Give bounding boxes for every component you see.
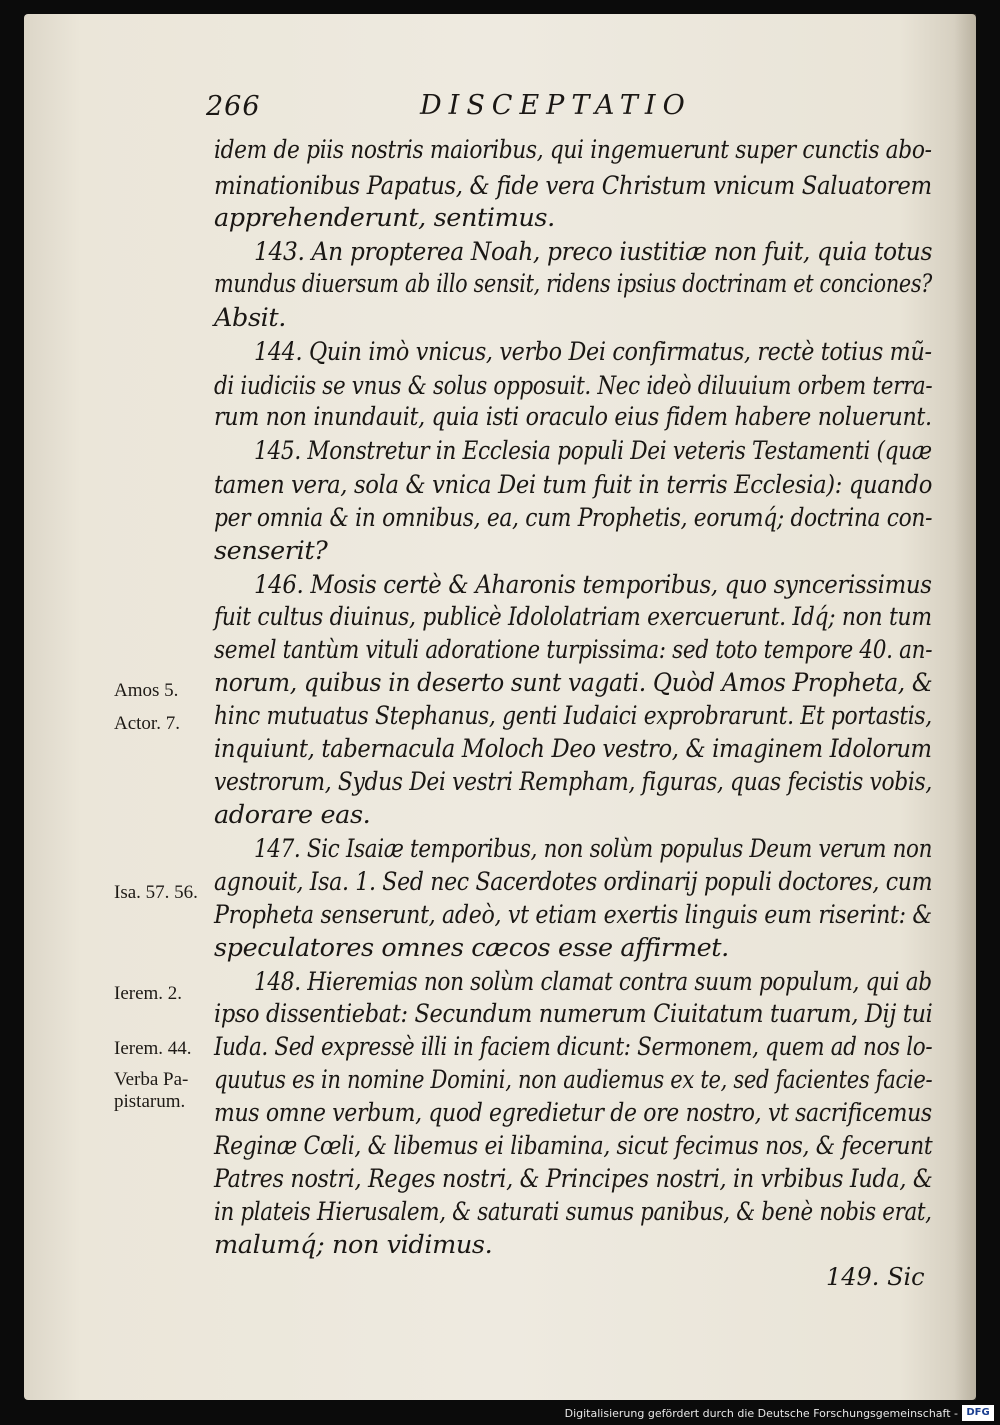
body-line: 146. Mosis certè & Aharonis temporibus, quo syncerissimus <box>254 570 932 600</box>
body-line: Absit. <box>214 303 286 333</box>
margin-note: Actor. 7. <box>114 713 180 734</box>
body-line: mus omne verbum, quod egredietur de ore nostro, vt sacrificemus <box>214 1098 932 1128</box>
body-line: norum, quibus in deserto sunt vagati. Quòd Amos Propheta, & <box>214 668 933 698</box>
body-line: per omnia & in omnibus, ea, cum Prophetis, eorumq́; doctrina con- <box>214 503 933 533</box>
body-line: 145. Monstretur in Ecclesia populi Dei veteris Testamenti (quæ <box>254 436 932 466</box>
digitization-credit: Digitalisierung gefördert durch die Deutsche Forschungsgemeinschaft - <box>564 1407 958 1420</box>
body-line: rum non inundauit, quia isti oraculo eius fidem habere noluerunt. <box>214 402 932 432</box>
body-line: tamen vera, sola & vnica Dei tum fuit in terris Ecclesia): quando <box>214 470 933 500</box>
body-line: di iudiciis se vnus & solus opposuit. Nec ideò diluuium orbem terra- <box>214 371 933 401</box>
body-line: hinc mutuatus Stephanus, genti Iudaici exprobrarunt. Et portastis, <box>214 701 932 731</box>
body-line: 143. An propterea Noah, preco iustitiæ non fuit, quia totus <box>254 237 933 267</box>
body-line: vestrorum, Sydus Dei vestri Rempham, figuras, quas fecistis vobis, <box>214 767 932 797</box>
body-line: semel tantùm vituli adoratione turpissima: sed toto tempore 40. an- <box>214 635 933 665</box>
margin-note: Ierem. 44. <box>114 1038 192 1059</box>
body-line: fuit cultus diuinus, publicè Idololatriam exercuerunt. Idq́; non tum <box>214 602 932 632</box>
body-line: apprehenderunt, sentimus. <box>214 203 555 233</box>
dfg-logo-icon: DFG <box>962 1405 994 1421</box>
body-line: malumq́; non vidimus. <box>214 1230 493 1260</box>
body-line: 147. Sic Isaiæ temporibus, non solùm populus Deum verum non <box>254 834 933 864</box>
body-line: in plateis Hierusalem, & saturati sumus panibus, & benè nobis erat, <box>214 1197 932 1227</box>
margin-note: Amos 5. <box>114 680 179 701</box>
margin-note: Verba Pa- <box>114 1069 189 1090</box>
body-line: minationibus Papatus, & fide vera Christum vnicum Saluatorem <box>214 171 932 201</box>
catchword: 149. Sic <box>826 1263 925 1291</box>
body-line: senserit? <box>214 536 328 566</box>
body-line: mundus diuersum ab illo sensit, ridens ipsius doctrinam et conciones? <box>214 269 932 299</box>
body-line: inquiunt, tabernacula Moloch Deo vestro, & imaginem Idolorum <box>214 734 932 764</box>
body-line: agnouit, Isa. 1. Sed nec Sacerdotes ordinarij populi doctores, cum <box>214 867 933 897</box>
body-line: Iuda. Sed expressè illi in faciem dicunt: Sermonem, quem ad nos lo- <box>214 1032 933 1062</box>
body-line: Patres nostri, Reges nostri, & Principes nostri, in vrbibus Iuda, & <box>214 1164 933 1194</box>
body-line: Reginæ Cœli, & libemus ei libamina, sicut fecimus nos, & fecerunt <box>214 1131 933 1161</box>
body-line: speculatores omnes cæcos esse affirmet. <box>214 933 729 963</box>
body-line: Propheta senserunt, adeò, vt etiam exertis linguis eum riserint: & <box>214 900 932 930</box>
body-line: 144. Quin imò vnicus, verbo Dei confirmatus, rectè totius mũ- <box>254 337 932 367</box>
margin-note: Isa. 57. 56. <box>114 882 198 903</box>
body-line: idem de piis nostris maioribus, qui ingemuerunt super cunctis abo- <box>214 135 932 165</box>
margin-note: Ierem. 2. <box>114 983 183 1004</box>
body-line: adorare eas. <box>214 800 371 830</box>
margin-note: pistarum. <box>114 1091 186 1112</box>
page-number: 266 <box>206 91 261 122</box>
body-line: ipso dissentiebat: Secundum numerum Ciuitatum tuarum, Dij tui <box>214 999 933 1029</box>
running-title: DISCEPTATIO <box>420 90 692 121</box>
page-edge-shadow <box>954 14 976 1400</box>
body-line: 148. Hieremias non solùm clamat contra suum populum, qui ab <box>254 967 932 997</box>
body-line: quutus es in nomine Domini, non audiemus ex te, sed facientes facie- <box>214 1065 933 1095</box>
